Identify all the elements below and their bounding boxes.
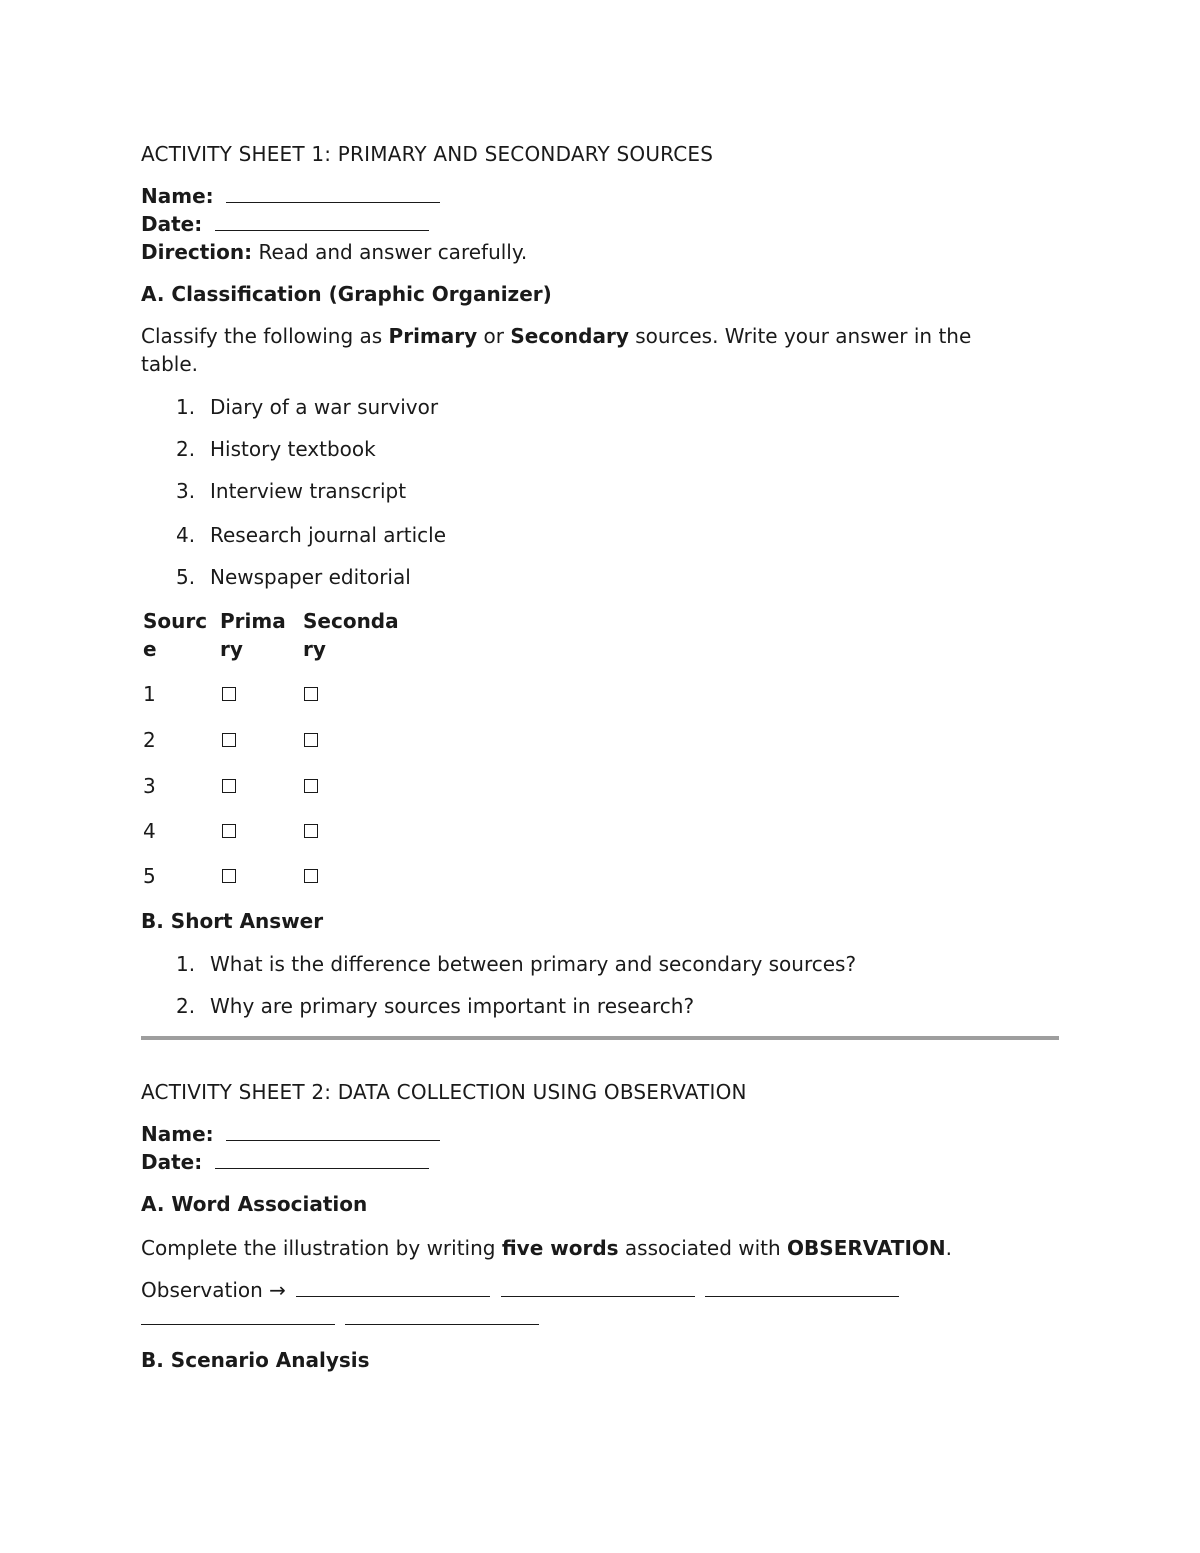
word-association-instruction: [141, 1234, 952, 1262]
name-label: Name:: [141, 1122, 214, 1146]
item-number: 3.: [176, 479, 196, 503]
item-text: Interview transcript: [210, 479, 407, 503]
sheet1-name-line: [141, 182, 440, 210]
sheet1-date-line: [141, 210, 429, 238]
word-blank-2[interactable]: [501, 1276, 695, 1297]
primary-checkbox[interactable]: [222, 779, 236, 793]
horizontal-divider: [141, 1036, 1059, 1040]
list-item: [176, 992, 694, 1020]
table-row-number: 3: [143, 774, 156, 798]
item-text: Newspaper editorial: [210, 565, 411, 589]
name-label: Name:: [141, 184, 214, 208]
sheet1-title: ACTIVITY SHEET 1: PRIMARY AND SECONDARY SOURCES: [141, 142, 714, 166]
item-number: 1.: [176, 395, 196, 419]
item-number: 2.: [176, 994, 196, 1018]
date-label: Date:: [141, 1150, 203, 1174]
item-text: Why are primary sources important in research?: [210, 994, 695, 1018]
instr-observation: OBSERVATION: [787, 1236, 946, 1260]
col-source-line2: e: [143, 637, 157, 661]
word-blank-5[interactable]: [345, 1304, 539, 1325]
classify-instruction: [141, 322, 971, 350]
primary-checkbox[interactable]: [222, 687, 236, 701]
date-blank[interactable]: [215, 1148, 429, 1169]
col-source-line1: Sourc: [143, 609, 208, 633]
date-label: Date:: [141, 212, 203, 236]
direction-text: Read and answer carefully.: [252, 240, 528, 264]
item-number: 2.: [176, 437, 196, 461]
table-row-number: 2: [143, 728, 156, 752]
primary-checkbox[interactable]: [222, 824, 236, 838]
direction-label: Direction:: [141, 240, 253, 264]
instr-primary: Primary: [388, 324, 478, 348]
item-text: Diary of a war survivor: [210, 395, 439, 419]
item-text: History textbook: [210, 437, 376, 461]
sheet2-name-line: [141, 1120, 440, 1148]
item-text: Research journal article: [210, 523, 447, 547]
secondary-checkbox[interactable]: [304, 687, 318, 701]
word-blank-3[interactable]: [705, 1276, 899, 1297]
item-number: 4.: [176, 523, 196, 547]
instr-text-3: sources. Write your answer in the: [628, 324, 972, 348]
secondary-checkbox[interactable]: [304, 779, 318, 793]
primary-checkbox[interactable]: [222, 733, 236, 747]
section-a-heading: A. Classification (Graphic Organizer): [141, 282, 552, 306]
item-number: 1.: [176, 952, 196, 976]
table-row-number: 4: [143, 819, 156, 843]
list-item: [176, 435, 376, 463]
col-secondary-line2: ry: [303, 637, 326, 661]
primary-checkbox[interactable]: [222, 869, 236, 883]
list-item: [176, 950, 856, 978]
col-secondary-header: [303, 607, 399, 663]
instr-text-3: .: [945, 1236, 952, 1260]
table-row-number: 1: [143, 682, 156, 706]
observation-label: Observation →: [141, 1278, 286, 1302]
item-number: 5.: [176, 565, 196, 589]
item-text: What is the difference between primary and secondary sources?: [210, 952, 857, 976]
instr-text-2: associated with: [618, 1236, 788, 1260]
date-blank[interactable]: [215, 210, 429, 231]
observation-line: [141, 1276, 899, 1304]
col-primary-header: [220, 607, 286, 663]
classify-instruction-cont: table.: [141, 352, 199, 376]
instr-text-1: Complete the illustration by writing: [141, 1236, 502, 1260]
instr-five-words: five words: [501, 1236, 619, 1260]
secondary-checkbox[interactable]: [304, 824, 318, 838]
instr-text-2: or: [477, 324, 511, 348]
list-item: [176, 393, 438, 421]
instr-text-1: Classify the following as: [141, 324, 389, 348]
word-association-heading: A. Word Association: [141, 1192, 368, 1216]
col-source-header: [143, 607, 207, 663]
table-row-number: 5: [143, 864, 156, 888]
sheet2-date-line: [141, 1148, 429, 1176]
secondary-checkbox[interactable]: [304, 869, 318, 883]
col-secondary-line1: Seconda: [303, 609, 399, 633]
direction-line: [141, 238, 527, 266]
secondary-checkbox[interactable]: [304, 733, 318, 747]
word-blank-4[interactable]: [141, 1304, 335, 1325]
col-primary-line1: Prima: [220, 609, 286, 633]
word-blank-1[interactable]: [296, 1276, 490, 1297]
scenario-analysis-heading: B. Scenario Analysis: [141, 1348, 370, 1372]
list-item: [176, 477, 406, 505]
instr-secondary: Secondary: [510, 324, 629, 348]
sheet2-title: ACTIVITY SHEET 2: DATA COLLECTION USING OBSERVATION: [141, 1080, 747, 1104]
col-primary-line2: ry: [220, 637, 243, 661]
name-blank[interactable]: [226, 1120, 440, 1141]
list-item: [176, 521, 446, 549]
list-item: [176, 563, 411, 591]
observation-line-cont: [141, 1304, 539, 1332]
section-b-heading: B. Short Answer: [141, 909, 324, 933]
name-blank[interactable]: [226, 182, 440, 203]
